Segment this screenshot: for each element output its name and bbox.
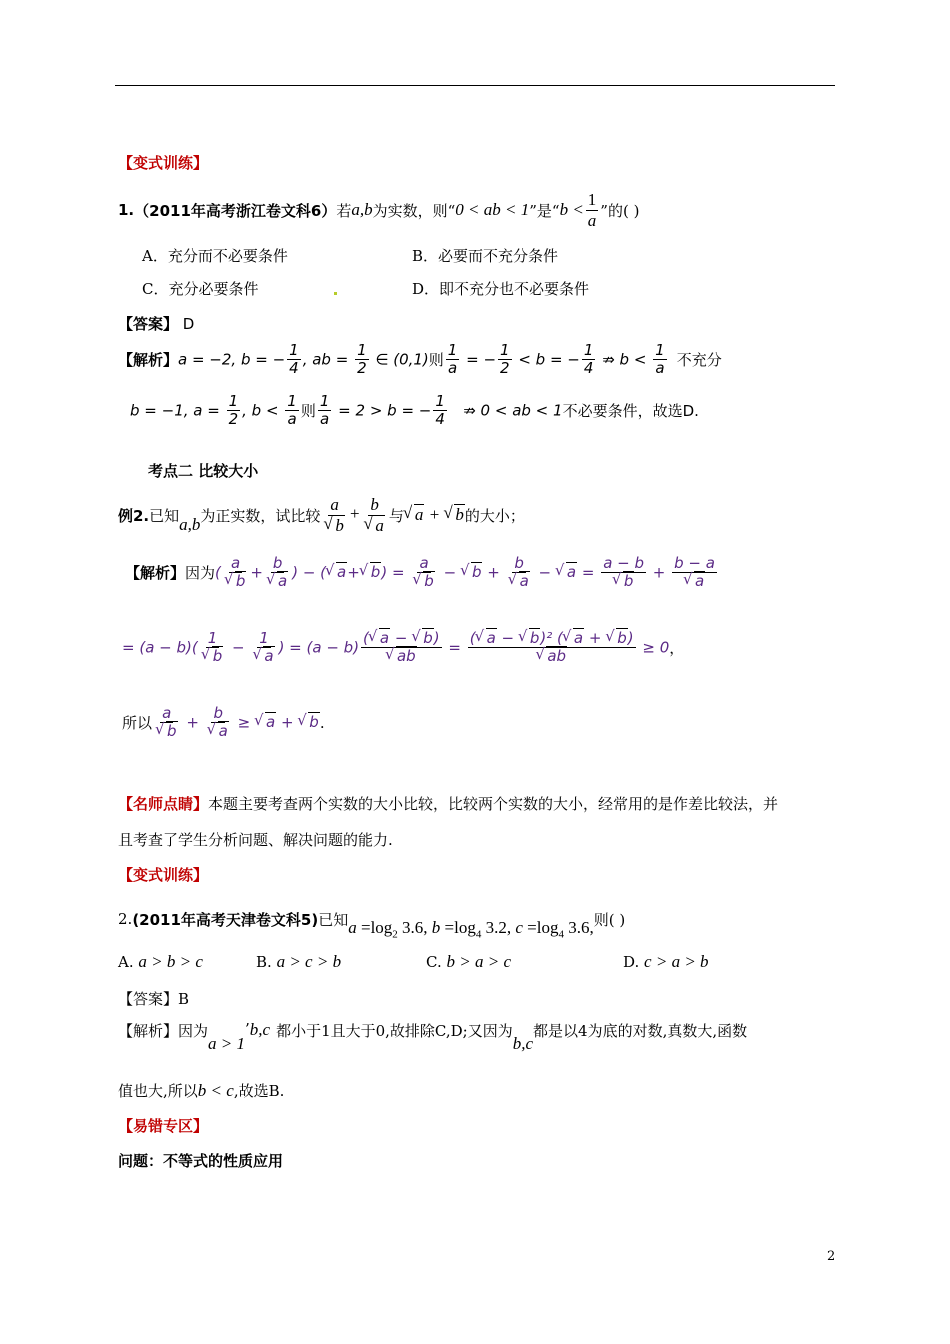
ex2-formula-2: = (a − b)( 1 √ b − 1 √ a ) = (a − b) (√ a − √ b) √ ab = (√ a − √ b)² (√ a + √ b) √ ab ≥ 0	[122, 630, 669, 666]
ex2-formula-3: a √ b + b √ a ≥ √ a + √ b	[152, 705, 320, 741]
q2-analysis-a: 【解析】因为	[118, 1022, 209, 1040]
q1-option-d: D．即不充分也不必要条件	[412, 280, 590, 298]
ex2-expr-2: √ a + √ b	[404, 505, 465, 525]
q2-formula: $a =\log_2$ 3.6, $b =\log_4$ 3.2, $c =\log_4$ 3.6,	[348, 918, 594, 941]
q2-source: (2011年高考天津卷文科5)	[132, 910, 319, 929]
ex2-stem-a: 已知	[149, 506, 180, 525]
q2-option-b: B. a > c > b	[256, 952, 342, 971]
q2-option-a: A. a > b > c	[118, 952, 203, 971]
ex2-stem-c: 与	[388, 506, 404, 525]
q1-condition-2-fraction	[586, 190, 599, 230]
q1-source: （2011年高考浙江卷文科6）	[134, 201, 337, 220]
header-rule	[115, 85, 835, 86]
page-number: 2	[827, 1249, 836, 1264]
problem-heading: 问题：不等式的性质应用	[118, 1152, 284, 1170]
q2-stem-a: 已知	[318, 910, 349, 929]
q1-condition-1: 0 < ab < 1	[455, 200, 530, 220]
topic-2-heading: 考点二 比较大小	[148, 462, 259, 480]
q1-stem-c: ”是“	[529, 201, 560, 220]
q1-analysis-line1: 【解析】 a = −2, b = − $\frac{1}{4}$ , ab = $\frac{1}{2}$ ∈ (0,1) 则 $\frac{1}{a}$ = − $\frac{1}{2}$ < b = − $\frac{1}{4}$ ⇏ b < $\frac{1}{a}$ 不充分	[118, 341, 722, 378]
stray-dot	[334, 292, 337, 295]
q2-stem-b: 则( )	[593, 910, 626, 929]
q1-analysis-label: 【解析】	[118, 351, 179, 370]
q2-stem	[118, 898, 625, 940]
q1-answer: D	[182, 315, 195, 333]
q1-analysis-formula-1: a = −2, b = − $\frac{1}{4}$ , ab = $\frac{1}{2}$ ∈ (0,1)	[178, 341, 429, 378]
ex2-because: 因为	[185, 564, 216, 583]
variant-training-heading-2: 【变式训练】	[118, 866, 209, 884]
ex2-conclusion: 所以 a √ b + b √ a ≥ √ a + √ b .	[122, 705, 325, 741]
q2-analysis-m4: b < c	[197, 1080, 234, 1100]
ex2-analysis-line1	[125, 555, 719, 591]
q1-stem-a: 若	[336, 201, 352, 220]
q2-option-d: D. c > a > b	[623, 952, 709, 971]
q1-option-c: C．充分必要条件	[142, 280, 259, 298]
q2-analysis-e: ,故选B.	[233, 1082, 285, 1100]
ex2-stem-d: 的大小；	[464, 506, 525, 525]
q1-analysis-formula-2: $\frac{1}{a}$ = − $\frac{1}{2}$ < b = − $\frac{1}{4}$ ⇏ b < $\frac{1}{a}$	[447, 341, 665, 378]
q2-analysis-line2	[118, 1080, 284, 1101]
q2-option-c: C. b > a > c	[426, 952, 511, 971]
ex2-tip-line2: 且考查了学生分析问题、解决问题的能力.	[118, 831, 393, 849]
ex2-formula-1: ( a √ b + b √ a ) − (√ a+√ b) = a √ b − √ b + b √ a − √ a = a − b √ b + b − a √ a	[215, 555, 719, 591]
q2-analysis-c: 都是以4为底的对数,真数大,函数	[533, 1022, 748, 1040]
q1-analysis-formula-3: b = −1, a = $\frac{1}{2}$ , b < $\frac{1}{a}$	[130, 392, 297, 429]
q2-analysis-m1: a > 1	[208, 1034, 245, 1053]
q1-answer-line	[118, 313, 194, 334]
q1-stem-b: 为实数，则“	[372, 201, 456, 220]
q1-analysis-formula-4: $\frac{1}{a}$ = 2 > b = − $\frac{1}{4}$ ⇏ 0 < ab < 1	[319, 392, 563, 429]
ex2-expr-1: a √ b + b √ a	[320, 495, 388, 535]
q1-answer-label: 【答案】	[118, 315, 179, 333]
error-zone-heading: 【易错专区】	[118, 1117, 209, 1135]
q2-answer: 【答案】B	[118, 990, 190, 1008]
q1-stem-d: ”的( )	[600, 201, 640, 220]
q1-vars: a,b	[351, 200, 373, 220]
ex2-vars: a,b	[179, 515, 201, 535]
q2-analysis-line1: 【解析】因为 a > 1 ’ b,c 都小于1且大于0,故排除C,D;又因为 b,c 都是以4为底的对数,真数大,函数	[118, 1020, 748, 1053]
variant-training-heading: 【变式训练】	[118, 154, 209, 172]
ex2-analysis-line2: = (a − b)( 1 √ b − 1 √ a ) = (a − b) (√ a − √ b) √ ab = (√ a − √ b)² (√ a + √ b) √ ab ≥ 0 ，	[122, 630, 684, 666]
ex2-label: 例2.	[118, 506, 150, 525]
q2-analysis-m2: b,c	[249, 1020, 271, 1039]
teacher-tip-text: 本题主要考查两个实数的大小比较，比较两个实数的大小，经常用的是作差比较法，并	[208, 795, 779, 813]
q1-stem	[118, 190, 639, 230]
q2-analysis-b: 都小于1且大于0,故排除C,D;又因为	[276, 1022, 513, 1040]
ex2-stem	[118, 495, 525, 535]
q1-option-b: B．必要而不充分条件	[412, 247, 559, 265]
ex2-analysis-label: 【解析】	[125, 564, 186, 583]
q2-analysis-d: 值也大,所以	[118, 1082, 198, 1100]
q1-analysis-line2: b = −1, a = $\frac{1}{2}$ , b < $\frac{1}{a}$ 则 $\frac{1}{a}$ = 2 > b = − $\frac{1}{4}$ ⇏ 0 < ab < 1 不必要条件，故选D.	[130, 392, 699, 429]
q1-number: 1.	[118, 201, 135, 220]
q1-frac-den: a	[587, 210, 597, 230]
ex2-so-label: 所以	[122, 714, 153, 733]
ex2-stem-b: 为正实数，试比较	[200, 506, 321, 525]
q1-option-a: A．充分而不必要条件	[142, 247, 288, 265]
q2-number: 2.	[118, 910, 133, 929]
teacher-tip-label: 【名师点睛】	[118, 795, 209, 813]
q2-analysis-m3: b,c	[512, 1034, 534, 1053]
q1-frac-num: 1	[587, 190, 597, 209]
q1-condition-2-left: b <	[559, 200, 584, 220]
q1-analysis-tail1: 不充分	[676, 351, 722, 370]
q1-analysis-tail2: 不必要条件，故选D.	[562, 402, 699, 421]
ex2-tip-line1	[118, 793, 778, 814]
